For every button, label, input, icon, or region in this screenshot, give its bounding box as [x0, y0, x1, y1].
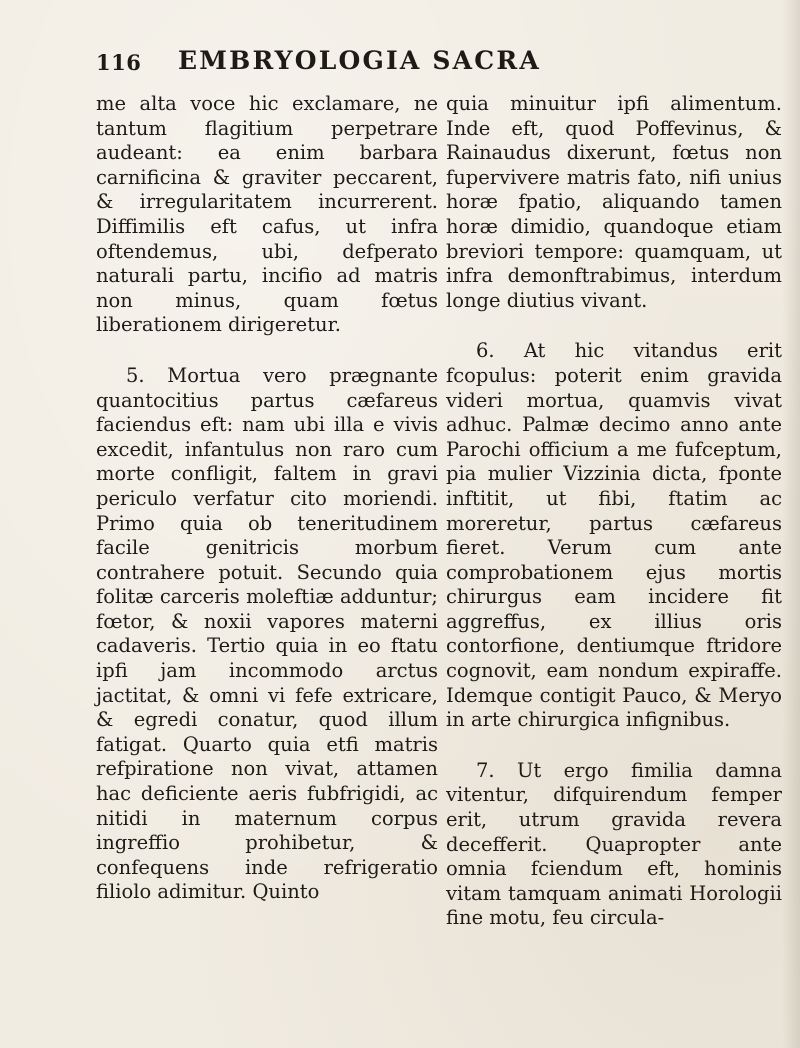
page-edge-shadow [782, 0, 800, 1048]
left-column [96, 92, 438, 931]
paragraph-continuation: me alta voce hic exclamare, ne tantum flagitium perpetrare audeant: ea enim barbara carnificina & graviter peccarent, & irregularitatem incurrerent. Diffimilis eft cafus, ut infra oftendemus, ubi, defperato naturali partu, incifio ad matris non minus, quam fœtus liberationem dirigeretur. [96, 92, 438, 337]
paragraph-7: 7. Ut ergo fimilia damna vitentur, difquirendum femper erit, utrum gravida revera decefferit. Quapropter ante omnia fciendum eft, hominis vitam tamquam animati Horologii fine motu, feu circula- [446, 758, 782, 930]
paragraph-5: 5. Mortua vero prægnante quantocitius partus cæfareus faciendus eft: nam ubi illa e vivis excedit, infantulus non raro cum morte confligit, faltem in gravi periculo verfatur cito moriendi. Primo quia ob teneritudinem facile genitricis morbum contrahere potuit. Secundo quia folitæ carceris moleftiæ adduntur; fœtor, & noxii vapores materni cadaveris. Tertio quia in eo ftatu ipfi jam incommodo arctus jactitat, & omni vi fefe extricare, & egredi conatur, quod illum fatigat. Quarto quia etfi matris refpiratione non vivat, attamen hac deficiente aeris fubfrigidi, ac nitidi in maternum corpus ingreffio prohibetur, & confequens inde refrigeratio filiolo adimitur. Quinto [96, 363, 438, 904]
page-header [96, 46, 756, 82]
right-column [446, 92, 782, 957]
paragraph-6: 6. At hic vitandus erit fcopulus: poterit enim gravida videri mortua, quamvis vivat adhuc. Palmæ decimo anno ante Parochi officium a me fufceptum, pia mulier Vizzinia dicta, fponte inftitit, ut fibi, ftatim ac moreretur, partus cæfareus fieret. Verum cum ante comprobationem ejus mortis chirurgus eam incidere fit aggreffus, ex illius oris contorfione, dentiumque ftridore cognovit, eam nondum expiraffe. Idemque contigit Pauco, & Meryo in arte chirurgica infignibus. [446, 339, 782, 732]
running-head: EMBRYOLOGIA SACRA [178, 46, 541, 75]
page-number: 116 [96, 50, 142, 75]
paragraph-continuation-right: quia minuitur ipfi alimentum. Inde eft, quod Poffevinus, & Rainaudus dixerunt, fœtus non fupervivere matris fato, nifi unius horæ fpatio, aliquando tamen horæ dimidio, quandoque etiam breviori tempore: quamquam, ut infra demonftrabimus, interdum longe diutius vivant. [446, 92, 782, 312]
